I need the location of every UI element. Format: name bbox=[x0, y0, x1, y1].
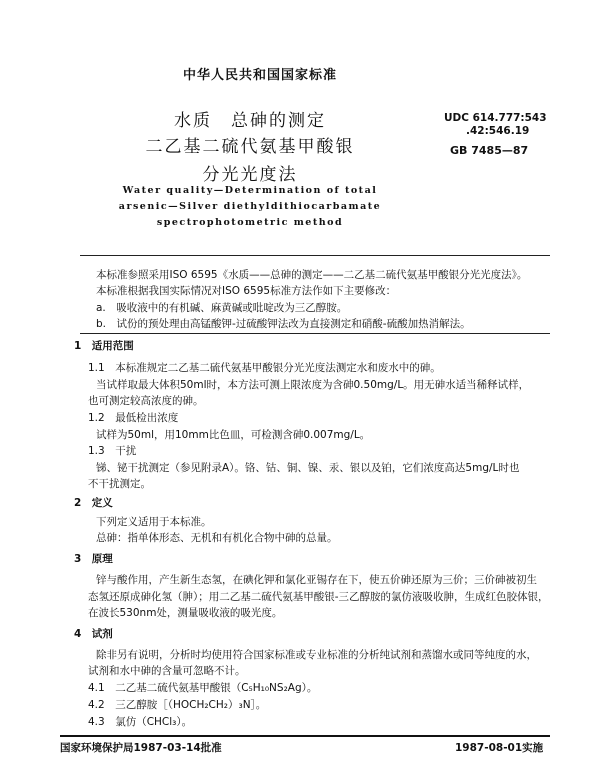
divider-footer bbox=[60, 735, 550, 737]
english-title-line-2: arsenic—Silver diethyldithiocarbamate bbox=[118, 201, 382, 212]
english-title-line-1: Water quality—Determination of total bbox=[122, 185, 378, 196]
clause-1-2: 1.2 最低检出浓度 bbox=[88, 412, 179, 424]
clause-1-3: 1.3 干扰 bbox=[88, 445, 137, 457]
udc-code: UDC 614.777:543 bbox=[444, 112, 547, 124]
intro-line-2: 本标准根据我国实际情况对ISO 6595标准方法作如下主要修改： bbox=[96, 285, 397, 297]
udc-code-cont: .42:546.19 bbox=[466, 125, 530, 137]
gb-number: GB 7485—87 bbox=[450, 144, 529, 157]
divider-top bbox=[80, 255, 550, 256]
clause-1-3-cont-1: 锑、铋干扰测定（参见附录A）。铬、钴、铜、镍、汞、银以及铂，它们浓度高达5mg/L时也 bbox=[96, 462, 520, 474]
title-line-2: 二乙基二硫代氨基甲酸银 bbox=[145, 137, 355, 157]
section-3-line-2: 态氢还原成砷化氢（胂）；用二乙基二硫代氨基甲酸银-三乙醇胺的氯仿液吸收胂，生成红色胶体银， bbox=[88, 591, 549, 603]
clause-1-1-cont-2: 也可测定较高浓度的砷。 bbox=[88, 395, 204, 407]
clause-1-3-cont-2: 不干扰测定。 bbox=[88, 478, 151, 490]
divider-intro bbox=[80, 333, 550, 334]
english-title-line-3: spectrophotometric method bbox=[156, 217, 344, 228]
clause-4-3: 4.3 氯仿（CHCl₃）。 bbox=[88, 716, 193, 728]
intro-item-a: a. 吸收液中的有机碱、麻黄碱或吡啶改为三乙醇胺。 bbox=[96, 302, 348, 314]
section-1-heading: 1 适用范围 bbox=[74, 340, 134, 352]
section-3-line-1: 锌与酸作用，产生新生态氢，在碘化钾和氯化亚锡存在下，使五价砷还原为三价；三价砷被初生 bbox=[96, 574, 537, 586]
section-4-line-1: 除非另有说明，分析时均使用符合国家标准或专业标准的分析纯试剂和蒸馏水或同等纯度的水， bbox=[96, 649, 537, 661]
intro-line-1: 本标准参照采用ISO 6595《水质——总砷的测定——二乙基二硫代氨基甲酸银分光光度法》。 bbox=[96, 269, 528, 281]
issuer-title: 中华人民共和国国家标准 bbox=[182, 68, 337, 83]
clause-4-1: 4.1 二乙基二硫代氨基甲酸银（C₅H₁₀NS₂Ag）。 bbox=[88, 682, 318, 694]
clause-1-1: 1.1 本标准规定二乙基二硫代氨基甲酸银分光光度法测定水和废水中的砷。 bbox=[88, 362, 441, 374]
section-2-line-2: 总砷：指单体形态、无机和有机化合物中砷的总量。 bbox=[96, 532, 338, 544]
section-2-heading: 2 定义 bbox=[74, 497, 113, 509]
section-3-line-3: 在波长530nm处，测量吸收液的吸光度。 bbox=[88, 607, 283, 619]
approval-note: 国家环境保护局1987-03-14批准 bbox=[60, 742, 222, 754]
implementation-date: 1987-08-01实施 bbox=[455, 742, 544, 754]
section-4-line-2: 试剂和水中砷的含量可忽略不计。 bbox=[88, 665, 246, 677]
section-3-heading: 3 原理 bbox=[74, 553, 113, 565]
clause-4-2: 4.2 三乙醇胺［（HOCH₂CH₂）₃N］。 bbox=[88, 699, 267, 711]
title-line-3: 分光光度法 bbox=[202, 165, 298, 185]
clause-1-2-cont: 试样为50ml，用10mm比色皿，可检测含砷0.007mg/L。 bbox=[96, 429, 371, 441]
section-4-heading: 4 试剂 bbox=[74, 628, 113, 640]
title-line-1: 水质 总砷的测定 bbox=[174, 111, 326, 131]
clause-1-1-cont-1: 当试样取最大体积50ml时，本方法可测上限浓度为含砷0.50mg/L。用无砷水适当稀释试样， bbox=[96, 379, 530, 391]
intro-item-b: b. 试份的预处理由高锰酸钾-过硫酸钾法改为直接测定和硝酸-硫酸加热消解法。 bbox=[96, 318, 471, 330]
section-2-line-1: 下列定义适用于本标准。 bbox=[96, 516, 212, 528]
